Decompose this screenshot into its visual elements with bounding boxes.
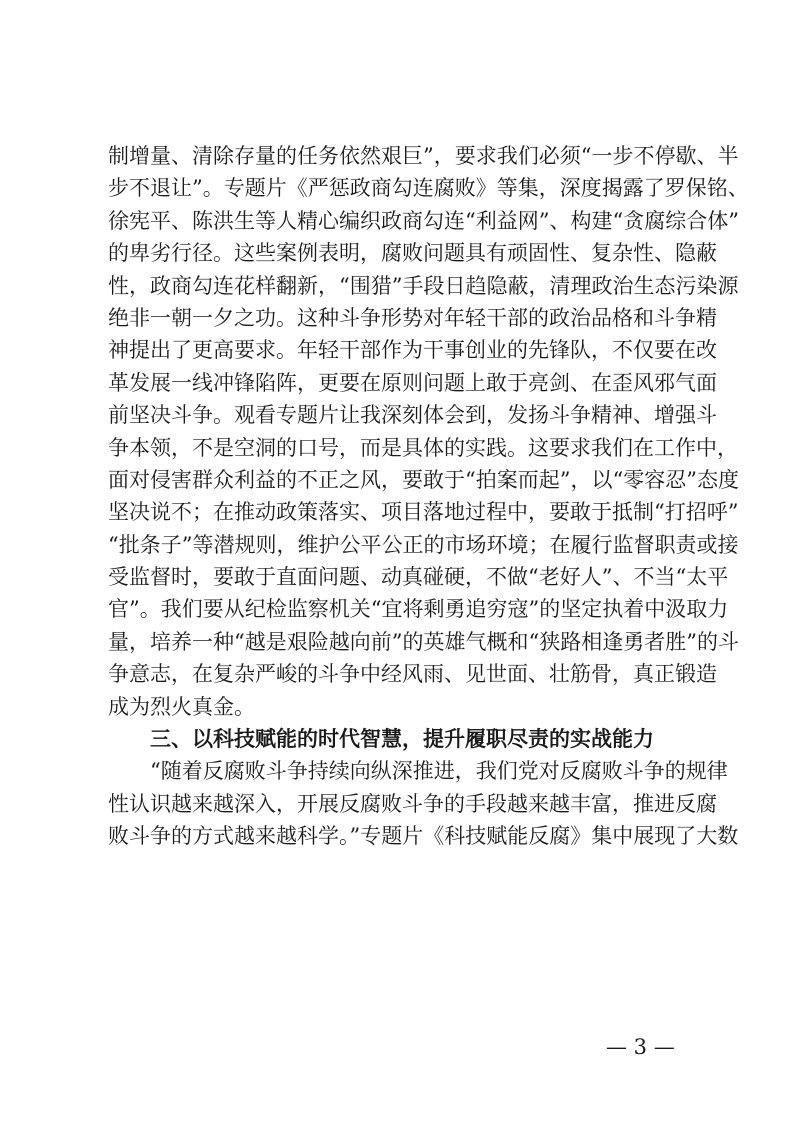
- text-line: 成为烈火真金。: [108, 694, 255, 719]
- text-line: 革发展一线冲锋陷阵，更要在原则问题上敢于亮剑、在歪风邪气面: [108, 370, 717, 395]
- text-line: 面对侵害群众利益的不正之风，要敢于“拍案而起”，以“零容忍”态度: [108, 467, 739, 492]
- text-line: 的卑劣行径。这些案例表明，腐败问题具有顽固性、复杂性、隐蔽: [108, 241, 717, 266]
- text-line: 量，培养一种“越是艰险越向前”的英雄气概和“狭路相逢勇者胜”的斗: [108, 629, 739, 654]
- text-line: 性认识越来越深入，开展反腐败斗争的手段越来越丰富，推进反腐: [108, 791, 717, 816]
- text-line: 步不退让”。专题片《严惩政商勾连腐败》等集，深度揭露了罗保铭、: [108, 176, 749, 201]
- text-line: 败斗争的方式越来越科学。”专题片《科技赋能反腐》集中展现了大数: [108, 824, 739, 849]
- text-line: 性，政商勾连花样翻新，“围猎”手段日趋隐蔽，清理政治生态污染源: [108, 273, 739, 298]
- text-line: 坚决说不；在推动政策落实、项目落地过程中，要敢于抵制“打招呼”: [108, 500, 739, 525]
- document-body: [108, 140, 749, 853]
- text-line: “批条子”等潜规则，维护公平公正的市场环境；在履行监督职责或接: [108, 532, 739, 557]
- text-line: 官”。我们要从纪检监察机关“宜将剩勇追穷寇”的坚定执着中汲取力: [108, 597, 729, 622]
- text-line: 受监督时，要敢于直面问题、动真碰硬，不做“老好人”、不当“太平: [108, 565, 729, 590]
- text-line: 争意志，在复杂严峻的斗争中经风雨、见世面、壮筋骨，真正锻造: [108, 662, 717, 687]
- text-line: 绝非一朝一夕之功。这种斗争形势对年轻干部的政治品格和斗争精: [108, 305, 717, 330]
- text-line: 徐宪平、陈洪生等人精心编织政商勾连“利益网”、构建“贪腐综合体”: [108, 208, 739, 233]
- text-line: 神提出了更高要求。年轻干部作为干事创业的先锋队，不仅要在改: [108, 338, 717, 363]
- text-line: 争本领，不是空洞的口号，而是具体的实践。这要求我们在工作中，: [108, 435, 738, 460]
- text-line: 制增量、清除存量的任务依然艰巨”，要求我们必须“一步不停歇、半: [108, 144, 739, 168]
- text-line: 前坚决斗争。观看专题片让我深刻体会到，发扬斗争精神、增强斗: [108, 403, 717, 428]
- section-heading: 三、以科技赋能的时代智慧，提升履职尽责的实战能力: [150, 727, 654, 752]
- page-number: — 3 —: [606, 1035, 675, 1059]
- text-line: “随着反腐败斗争持续向纵深推进，我们党对反腐败斗争的规律: [150, 759, 728, 784]
